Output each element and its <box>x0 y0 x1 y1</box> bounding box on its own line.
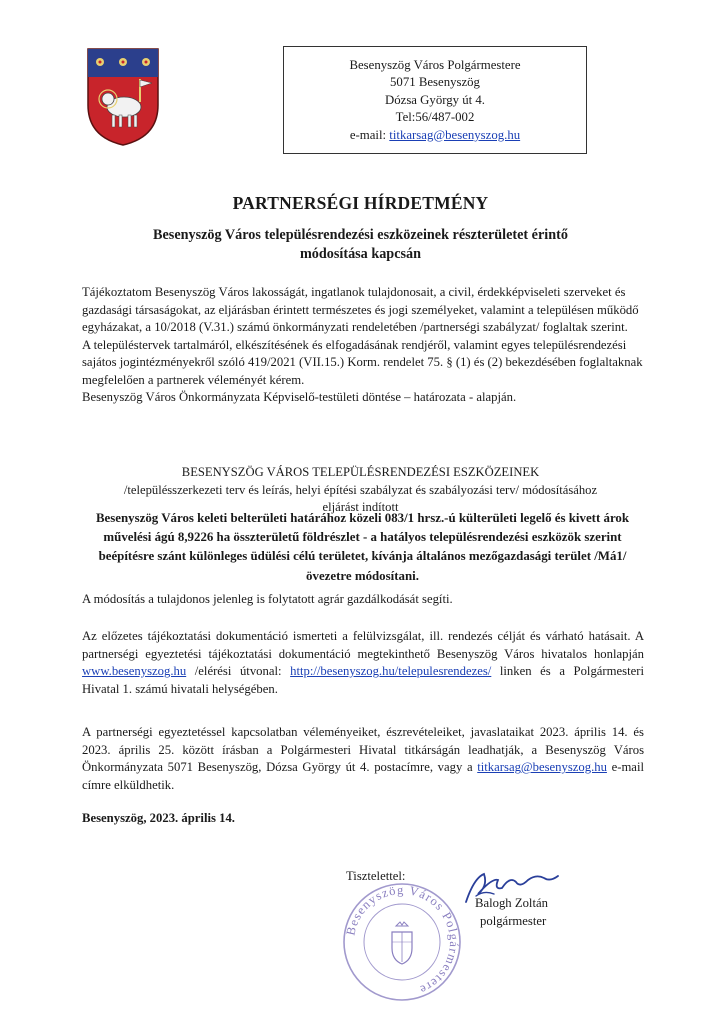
email-line <box>284 127 586 144</box>
page-title: PARTNERSÉGI HÍRDETMÉNY <box>232 193 489 213</box>
official-stamp <box>340 880 464 1004</box>
path-link[interactable]: http://besenyszog.hu/telepulesrendezes/ <box>290 664 492 678</box>
header-email-link[interactable]: titkarsag@besenyszog.hu <box>389 127 521 142</box>
purpose-paragraph: A módosítás a tulajdonos jelenleg is folytatott agrár gazdálkodását segíti. <box>82 592 453 606</box>
place-and-date: Besenyszög, 2023. április 14. <box>82 811 235 825</box>
docs-text-1: Az előzetes tájékoztatási dokumentáció ismerteti a felülvizsgálat, ill. rendezés célját és várható hatásait. A partnerségi egyeztetési tájékoztatási dokumentáció megtekinthető Besenyszög Város hivatalos honlapján <box>82 629 644 661</box>
city-crest-logo <box>86 47 160 147</box>
street-address: Dózsa György út 4. <box>385 92 485 107</box>
comments-paragraph <box>82 724 644 794</box>
docs-text-2: /elérési útvonal: <box>186 664 291 678</box>
org-name: Besenyszög Város Polgármestere <box>349 58 521 72</box>
subtitle-line-2: módosítása kapcsán <box>299 246 422 262</box>
comments-text-2: e-mail címre elküldhetik. <box>82 760 644 792</box>
website-link[interactable]: www.besenyszog.hu <box>82 664 187 678</box>
signatory-name: Balogh Zoltán <box>475 896 548 910</box>
greeting: Tisztelettel: <box>346 869 406 883</box>
intro-paragraph-1: Tájékoztatom Besenyszög Város lakosságát, ingatlanok tulajdonosait, a civil, érdekképviseleti szerveket és gazdasági társaságokat, az eljárásban érintett természetes és jogi személyeket, valamint a településen működő egyházakat, a 10/2018 (V.31.) számú önkormányzati rendeletében /partnerségi szabályzat/ foglaltak szerint. <box>82 285 639 334</box>
postal-code-city: 5071 Besenyszög <box>390 75 480 90</box>
intro-paragraph-2: A településtervek tartalmáról, elkészítésének és elfogadásának rendjéről, valamint egyes településrendezési sajátos jogintézményekről szóló 419/2021 (VII.15.) Korm. rendelet 75. § (1) és (2) bekezdésében foglaltaknak megfelelően a partnerek véleményét kérem. <box>82 337 643 387</box>
subtitle-line-1: Besenyszög Város településrendezési eszközeinek részterületet érintő <box>153 227 568 243</box>
section-subheading: /településszerkezeti terv és leírás, helyi építési szabályzat és szabályozási terv/ módosításához <box>123 482 598 497</box>
comments-text-1: A partnerségi egyeztetéssel kapcsolatban véleményeiket, észrevételeiket, javaslataikat 2023. április 14. és 2023. április 25. között írásban a Polgármesteri Hivatal titkárságán leadhatják, a Besenyszög Város Önkormányzata 5071 Besenyszög, Dózsa György út 4. postacímre, vagy a <box>82 725 644 774</box>
phone-number: Tel:56/487-002 <box>395 110 475 125</box>
docs-text-3: linken és a Polgármesteri Hivatal 1. számú hivatali helységében. <box>82 664 644 696</box>
documentation-paragraph <box>82 628 644 698</box>
section-heading: BESENYSZÖG VÁROS TELEPÜLÉSRENDEZÉSI ESZKÖZEINEK <box>181 465 540 479</box>
signatory-role: polgármester <box>480 914 547 928</box>
stamp-seal-icon <box>340 880 464 1004</box>
crest-icon <box>86 47 160 147</box>
subtitle <box>100 226 621 264</box>
intro-block <box>82 284 644 407</box>
procedure-started: eljárást indított <box>322 500 399 514</box>
header-address-box <box>283 46 587 154</box>
svg-text:Besenyszög Város Polgármestere: Besenyszög Város Polgármestere <box>343 882 462 998</box>
modification-description: Besenyszög Város keleti belterületi határához közeli 083/1 hrsz.-ú külterületi legelő és kivett árok művelési ágú 8,9226 ha összterületű földrészlet - a hatályos településrendezési eszközök szerint beépítésre szánt különleges üdülési célú területet, kívánja általános mezőgazdasági terület /Má1/ övezetre módosítani. <box>95 511 630 583</box>
comments-email-link[interactable]: titkarsag@besenyszog.hu <box>477 760 607 774</box>
email-label: e-mail: <box>349 127 390 142</box>
intro-paragraph-3: Besenyszög Város Önkormányzata Képviselő-testületi döntése – határozata - alapján. <box>82 390 517 404</box>
